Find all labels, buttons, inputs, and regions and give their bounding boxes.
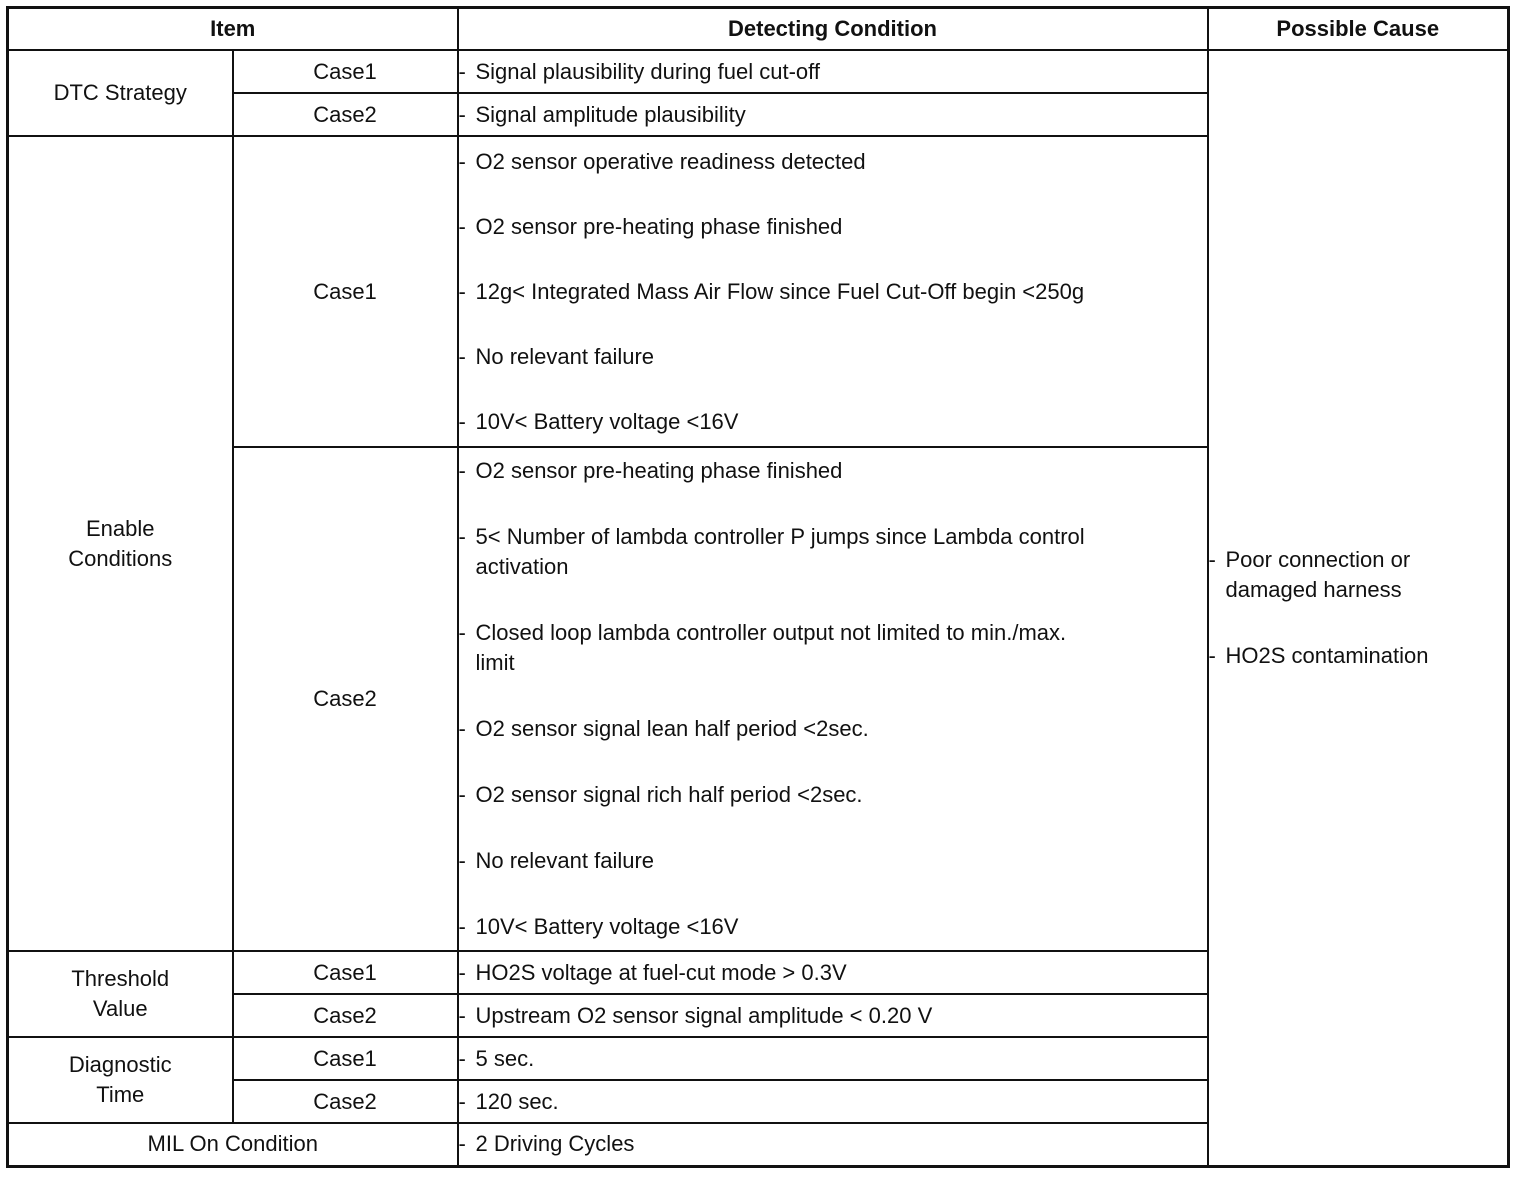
list-item: - 10V< Battery voltage <16V bbox=[458, 408, 739, 434]
case-label: Case2 bbox=[233, 447, 458, 951]
list-item: - O2 sensor pre-heating phase finished bbox=[458, 458, 843, 483]
list-item: - O2 sensor signal lean half period <2sec. bbox=[458, 716, 869, 741]
possible-cause-cell bbox=[1208, 50, 1509, 1166]
list-item: - 10V< Battery voltage <16V bbox=[458, 914, 739, 939]
case-label: Case2 bbox=[233, 1080, 458, 1123]
case-label: Case1 bbox=[233, 136, 458, 447]
dtc-table bbox=[6, 6, 1510, 1168]
threshold-value-label: Threshold Value bbox=[8, 951, 233, 1037]
condition-cell: - Signal amplitude plausibility bbox=[458, 93, 1208, 136]
case-label: Case2 bbox=[233, 93, 458, 136]
list-item: - 12g< Integrated Mass Air Flow since Fuel Cut-Off begin <250g bbox=[458, 278, 1085, 304]
dtc-strategy-label: DTC Strategy bbox=[8, 50, 233, 136]
header-row bbox=[8, 8, 1509, 51]
condition-cell bbox=[458, 447, 1208, 951]
condition-cell bbox=[458, 136, 1208, 447]
case-label: Case2 bbox=[233, 994, 458, 1037]
condition-cell: - 2 Driving Cycles bbox=[458, 1123, 1208, 1166]
condition-cell: - Signal plausibility during fuel cut-off bbox=[458, 50, 1208, 93]
list-item: - No relevant failure bbox=[458, 848, 655, 873]
condition-cell: - 120 sec. bbox=[458, 1080, 1208, 1123]
list-item: - Poor connection or damaged harness bbox=[1208, 546, 1411, 602]
condition-cell: - HO2S voltage at fuel-cut mode > 0.3V bbox=[458, 951, 1208, 994]
case-label: Case1 bbox=[233, 1037, 458, 1080]
list-item: - O2 sensor operative readiness detected bbox=[458, 148, 866, 174]
list-item: - HO2S contamination bbox=[1208, 642, 1429, 668]
diagnostic-time-label: Diagnostic Time bbox=[8, 1037, 233, 1123]
case-label: Case1 bbox=[233, 951, 458, 994]
list-item: - No relevant failure bbox=[458, 343, 655, 369]
list-item: - Closed loop lambda controller output not limited to min./max. limit bbox=[458, 620, 1067, 675]
enable-conditions-label: Enable Conditions bbox=[8, 136, 233, 951]
list-item: - O2 sensor pre-heating phase finished bbox=[458, 213, 843, 239]
condition-cell: - Upstream O2 sensor signal amplitude < 0.20 V bbox=[458, 994, 1208, 1037]
header-item: Item bbox=[8, 8, 458, 51]
condition-cell: - 5 sec. bbox=[458, 1037, 1208, 1080]
header-detecting-condition: Detecting Condition bbox=[458, 8, 1208, 51]
table-row bbox=[8, 50, 1509, 93]
mil-on-condition-label: MIL On Condition bbox=[8, 1123, 458, 1166]
list-item: - 5< Number of lambda controller P jumps since Lambda control activation bbox=[458, 524, 1085, 579]
header-possible-cause: Possible Cause bbox=[1208, 8, 1509, 51]
case-label: Case1 bbox=[233, 50, 458, 93]
list-item: - O2 sensor signal rich half period <2sec. bbox=[458, 782, 863, 807]
